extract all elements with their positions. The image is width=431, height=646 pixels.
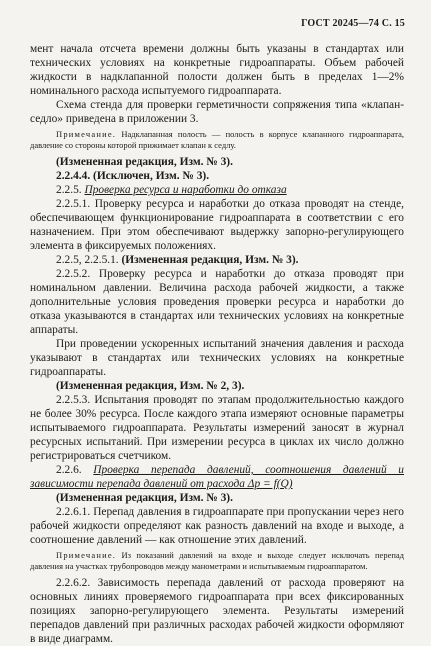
document-body bbox=[30, 42, 404, 646]
paragraph-2-2-5-1: 2.2.5.1. Проверку ресурса и наработки до отказа проводят на стенде, обеспечивающем функционирование гидроаппарата в соответствии с его назначением. При этом обеспечивают выдержку запорно-регулирующего элемента в фиксируемых положениях. bbox=[30, 198, 404, 252]
note-label: Примечание. bbox=[56, 550, 117, 560]
section-number: 2.2.6. bbox=[56, 464, 82, 476]
section-title: Проверка перепада давлений, соотношения давлений и зависимости перепада давлений от расхода Δp = f(Q) bbox=[30, 464, 404, 490]
excluded-item: 2.2.4.4. (Исключен, Изм. № 3). bbox=[56, 170, 210, 182]
revision-prefix: 2.2.5, 2.2.5.1. bbox=[56, 254, 119, 266]
paragraph-2-2-6-2: 2.2.6.2. Зависимость перепада давлений от расхода проверяют на основных линиях проверяемого гидроаппарата при всех фиксированных позициях запорно-регулирующего элемента. Результаты измерений перепадов давлений при различных расходах рабочей жидкости оформляют в виде диаграмм. bbox=[30, 577, 404, 645]
page-header: ГОСТ 20245—74 С. 15 bbox=[301, 18, 405, 29]
revision-note-3: (Измененная редакция, Изм. № 3). bbox=[56, 492, 233, 504]
section-title: Проверка ресурса и наработки до отказа bbox=[84, 184, 287, 196]
note-valve-cavity bbox=[30, 129, 404, 151]
paragraph-scheme: Схема стенда для проверки герметичности сопряжения типа «клапан-седло» приведена в приложении 3. bbox=[30, 99, 404, 125]
section-number: 2.2.5. bbox=[56, 184, 82, 196]
revision-note-2-2-5 bbox=[30, 253, 404, 267]
paragraph-continuation: мент начала отсчета времени должны быть указаны в стандартах или технических условиях на конкретные гидроаппараты. Объем рабочей жидкости в надклапанной полости должен быть в пределах 1—2% номинального расхода испытуемого гидроаппарата. bbox=[30, 43, 404, 97]
paragraph-accelerated-tests: При проведении ускоренных испытаний значения давления и расхода указывают в стандартах или технических условиях на конкретные гидроаппараты. bbox=[30, 338, 404, 378]
paragraph-2-2-5-3: 2.2.5.3. Испытания проводят по этапам продолжительностью каждого не более 30% ресурса. После каждого этапа измеряют основные параметры испытываемого гидроаппарата. Результаты измерений заносят в журнал ресурсных испытаний. При измерении ресурса в циклах их число должно регистрироваться счетчиком. bbox=[30, 394, 404, 462]
revision-note-2: (Измененная редакция, Изм. № 2, 3). bbox=[56, 380, 245, 392]
paragraph-2-2-5-2: 2.2.5.2. Проверку ресурса и наработки до отказа проводят при номинальном давлении. Величина расхода рабочей жидкости, а также дополнительные условия проведения проверки ресурса и наработки до отказа указываются в стандартах или технических условиях на конкретные аппараты. bbox=[30, 268, 404, 336]
revision-note: (Измененная редакция, Изм. № 3). bbox=[56, 156, 233, 168]
note-label: Примечание. bbox=[56, 129, 117, 139]
note-text: Из показаний давлений на входе и выходе следует исключать перепад давления на участках трубопроводов между манометрами и испытываемым гидроаппаратом. bbox=[30, 550, 404, 571]
section-heading-2-2-5 bbox=[30, 183, 404, 197]
paragraph-2-2-6-1: 2.2.6.1. Перепад давления в гидроаппарате при пропускании через него рабочей жидкости определяют как разность давлений на входе и выходе, а соотношение давлений — как отношение этих давлений. bbox=[30, 506, 404, 546]
note-text: Надклапанная полость — полость в корпусе клапанного гидроаппарата, давление со стороны которой прижимает клапан к седлу. bbox=[30, 129, 404, 150]
section-heading-2-2-6 bbox=[30, 463, 404, 491]
revision-text: (Измененная редакция, Изм. № 3). bbox=[121, 254, 299, 266]
note-pressure-readings bbox=[30, 550, 404, 572]
